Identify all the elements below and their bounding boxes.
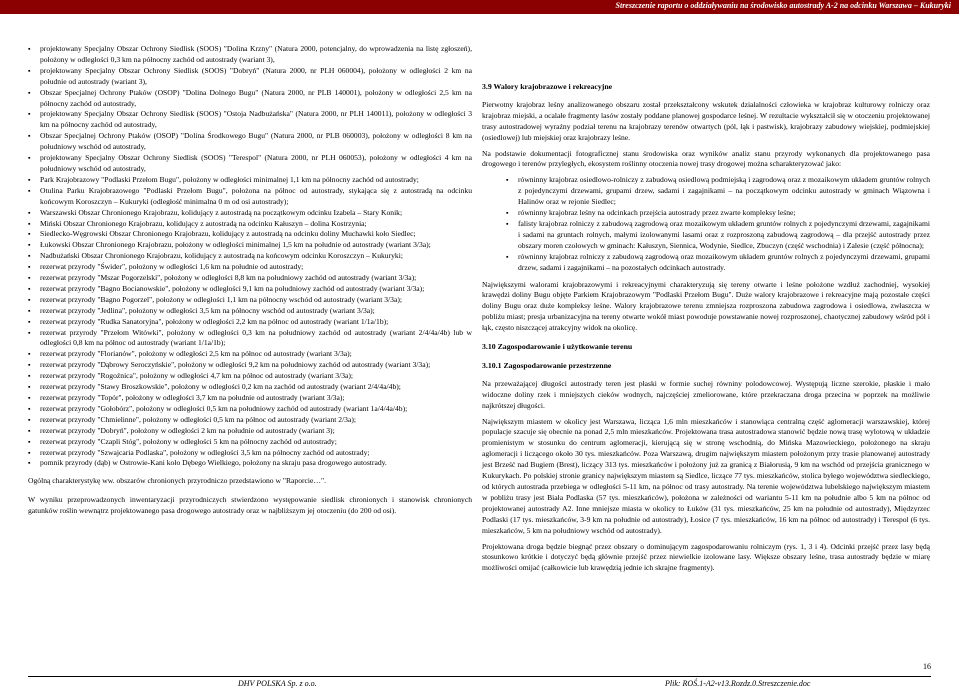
list-item: ▪ Obszar Specjalnej Ochrony Ptaków (OSOP) "Dolina Dolnego Bugu" (Natura 2000, nr PLB 140001), położony w odległości 2,5 km na północny zachód od autostrady, xyxy=(28,88,472,110)
list-item: ▪ rezerwat przyrody "Florianów", położony w odległości 2,5 km na północ od autostrady (wariant 3/3a); xyxy=(28,349,472,360)
list-item: ▪ projektowany Specjalny Obszar Ochrony Siedlisk (SOOS) "Terespol" (Natura 2000, nr PLH 060053), położony w odległości 4 km na południowy wschód od autostrady, xyxy=(28,153,472,175)
list-item: ▪ rezerwat przyrody "Chmielinne", położony w odległości 0,5 km na północ od autostrady (wariant 2/3a); xyxy=(28,415,472,426)
right-para-3: Największymi walorami krajobrazowymi i rekreacyjnymi charakteryzują się tereny otwarte i leśne położone wzdłuż zachodniej, wysokiej krawędzi doliny Bugu objęte Parkiem Krajobrazowym "Podlaski Przełom Bugu". Duże walory krajobrazowe i rekreacyjne mają pozostałe części doliny Bugu oraz duże kompleksy leśne. Walory krajobrazowe terenu zmniejsza rozproszona zabudowa zagrodowa i osiedlowa, zwłaszcza w pobliżu miast; presja urbanizacyjna na tereny otwarte wokół miast powoduje powstawanie nowej rozproszonej, chaotycznej zabudowy wśród pól i łąk, często niszczącej atrakcyjny widok na okolicę. xyxy=(482,279,930,333)
list-item: ▪ projektowany Specjalny Obszar Ochrony Siedlisk (SOOS) "Ostoja Nadbużańska" (Natura 2000, nr PLH 140011), położony w odległości 3 km na północny zachód od autostrady, xyxy=(28,109,472,131)
list-item: ▪ projektowany Specjalny Obszar Ochrony Siedlisk (SOOS) "Dolina Krzny" (Natura 2000, potencjalny, do wprowadzenia na listę zgłoszeń), położony w odległości 0,3 km na północny zachód od autostrady (wariant 3), xyxy=(28,44,472,66)
footer-rule xyxy=(28,676,931,677)
right-para-4: Na przeważającej długości autostrady teren jest płaski w formie suchej równiny polodowcowej. Występują liczne szerokie, płaskie i mało widoczne doliny rzek i mniejszych cieków wodnych, najczęściej zmeliorowane, które przekraczana droga przecina w poprzek na możliwie najkrótszej długości. xyxy=(482,378,930,410)
section-heading-3-10-1: 3.10.1 Zagospodarowanie przestrzenne xyxy=(482,360,612,370)
list-item: ▪ równinny krajobraz rolniczy z zabudową zagrodową oraz mozaikowym układem gruntów rolnych z pojedynczymi drzewami, grupami drzew, sadami i zagajnikami – na pozostałych odcinkach autostrady. xyxy=(506,252,930,274)
right-para-2: Na podstawie dokumentacji fotograficznej stanu środowiska oraz wyników analiz stanu przyrody wykonanych dla projektowanego pasa drogowego i terenów przyległych, ekosystem roślinny otoczenia nowej trasy drogowej można scharakteryzować jako: xyxy=(482,148,930,169)
right-para-6: Projektowana droga będzie biegnąć przez obszary o dominującym zagospodarowaniu rolniczym (rys. 1, 3 i 4). Odcinki przejść przez lasy będą stosunkowo krótkie i dotyczyć będą głównie przejść przez niewielkie izolowane lasy. Większe obszary leśne, trasa autostrady będzie w miarę możliwości omijać (całkowicie lub krawędzią jednie ich skrajne fragmenty). xyxy=(482,541,930,573)
list-item: ▪ rezerwat przyrody "Rogoźnica", położony w odległości 4,7 km na północ od autostrady (wariant 3/3a); xyxy=(28,371,472,382)
list-item: ▪ rezerwat przyrody "Jedlina", położony w odległości 3,5 km na północny wschód od autostrady (wariant 3/3a); xyxy=(28,306,472,317)
list-item: ▪ rezerwat przyrody "Dąbrowy Seroczyńskie", położony w odległości 9,2 km na południowy zachód od autostrady (wariant 3/3a); xyxy=(28,360,472,371)
footer-filename: Plik: ROŚ.1-A2-v13.Rozdz.0.Streszczenie.doc xyxy=(665,679,811,688)
landscape-types-list xyxy=(506,175,930,273)
list-item: ▪ pomnik przyrody (dąb) w Ostrowie-Kani koło Dębego Wielkiego, położony na skraju pasa drogowego autostrady. xyxy=(28,458,472,469)
list-item: ▪ Warszawski Obszar Chronionego Krajobrazu, kolidujący z autostradą na początkowym odcinku Izabela – Stary Konik; xyxy=(28,208,472,219)
list-item: ▪ rezerwat przyrody "Rudka Sanatoryjna", położony w odległości 2,2 km na północ od autostrady (wariant 1/1a/1b); xyxy=(28,317,472,328)
list-item: ▪ rezerwat przyrody "Szwajcaria Podlaska", położony w odległości 3,5 km na północny zachód od autostrady; xyxy=(28,448,472,459)
list-item: ▪ rezerwat przyrody "Przełom Witówki", położony w odległości 0,3 km na południowy zachód od autostrady (wariant 2/4/4a/4b) lub w odległości 0,8 km na północ od autostrady (wariant 1/1a/1b); xyxy=(28,328,472,350)
header-title: Streszczenie raportu o oddziaływaniu na środowisko autostrady A-2 na odcinku Warszawa – Kukuryki xyxy=(615,1,951,10)
list-item: ▪ rezerwat przyrody "Gołobórz", położony w odległości 0,5 km na południowy zachód od autostrady (wariant 1a/4/4a/4b); xyxy=(28,404,472,415)
list-item: ▪ Obszar Specjalnej Ochrony Ptaków (OSOP) "Dolina Środkowego Bugu" (Natura 2000, nr PLB 060003), położony w odległości 8 km na południowy wschód od autostrady, xyxy=(28,131,472,153)
page-header xyxy=(0,0,959,14)
list-item: ▪ Łukowski Obszar Chronionego Krajobrazu, położony w odległości minimalnej 1,5 km na południe od autostrady (wariant 3/3a); xyxy=(28,240,472,251)
list-item: ▪ rezerwat przyrody "Świder", położony w odległości 1,6 km na południe od autostrady; xyxy=(28,262,472,273)
right-column xyxy=(482,82,930,579)
page-footer xyxy=(0,676,959,691)
list-item: ▪ rezerwat przyrody "Stawy Broszkowskie", położony w odległości 0,2 km na zachód od autostrady (wariant 2/4/4a/4b); xyxy=(28,382,472,393)
list-item: ▪ projektowany Specjalny Obszar Ochrony Siedlisk (SOOS) "Dobryń" (Natura 2000, nr PLH 060004), położony w odległości 2 km na południe od autostrady (wariant 3), xyxy=(28,66,472,88)
section-heading-3-10: 3.10 Zagospodarowanie i użytkowanie terenu xyxy=(482,342,633,352)
list-item: ▪ rezerwat przyrody "Czapli Stóg", położony w odległości 5 km na północny zachód od autostrady; xyxy=(28,437,472,448)
protected-areas-list xyxy=(28,44,472,469)
list-item: ▪ rezerwat przyrody "Topór", położony w odległości 3,7 km na południe od autostrady (wariant 3/3a); xyxy=(28,393,472,404)
left-para-1: Ogólną charakterystykę ww. obszarów chronionych przyrodniczo przedstawiono w "Raporcie…". xyxy=(28,476,326,486)
list-item: ▪ falisty krajobraz rolniczy z zabudową zagrodową oraz mozaikowym układem gruntów rolnych z pojedynczymi drzewami, zagajnikami i sadami na gruntach rolnych, małymi izolowanymi lasami oraz z rozproszoną zabudową zagrodową – dla przejść autostrady przez obszary moren czołowych w gminach: Kałuszyn, Siennica, Wodynie, Siedlce, Zbuczyn (część wschodnia) i Zalesie (część północna); xyxy=(506,219,930,252)
right-para-5: Największym miastem w okolicy jest Warszawa, licząca 1,6 mln mieszkańców i stanowiąca centralną część aglomeracji warszawskiej, której populacje szacuje się obecnie na ponad 2,5 mln mieszkańców. Projektowana trasa autostradowa stanowić będzie nową trasę wylotową w układzie promienistym w stosunku do centrum aglomeracji, kierującą się w stronę wschodnią, do Mińska Mazowieckiego, położonego na skraju aglomeracji i liczącego około 30 tys. mieszkańców. Poza Warszawą, drugim największym miastem położonym przy trasie planowanej autostrady jest Brześć nad Bugiem (Brest), liczący 313 tys. mieszkańców i położony już za granicą z Białorusią, 9 km na wschód od przejścia granicznego w Kukurykach. Po polskiej stronie granicy największym miastem są Siedlce, liczące 77 tys. mieszkańców, stolica byłego województwa siedleckiego, od których autostrada przebiega w odległości 5-11 km, na północ od trasy autostrady. Na terenie województwa lubelskiego największym miastem w pobliżu trasy jest Biała Podlaska (57 tys. mieszkańców), położona w zależności od wariantu 5-11 km na południe albo 5 km na północ od projektowanej autostrady A2. Inne mniejsze miasta w okolicy to Łuków (31 tys. mieszkańców, 25 km na południe od autostrady), Międzyrzec Podlaski (17 tys. mieszkańców, 3-9 km na południe od autostrady), Łosice (7 tys. mieszkańców, 16 km na północ od autostrady) i Terespol (6 tys. mieszkańców, 5 km na południowy wschód od autostrady). xyxy=(482,416,930,535)
list-item: ▪ równinny krajobraz leśny na odcinkach przejścia autostrady przez zwarte kompleksy leśne; xyxy=(506,208,930,219)
list-item: ▪ Otulina Parku Krajobrazowego "Podlaski Przełom Bugu", położona na północ od autostrady, stykająca się z autostradą na odcinku końcowym Koroszczyn – Kukuryki (odległość minimalna 0 m od osi autostrady); xyxy=(28,186,472,208)
list-item: ▪ Park Krajobrazowy "Podlaski Przełom Bugu", położony w odległości minimalnej 1,1 km na północny zachód od autostrady; xyxy=(28,175,472,186)
list-item: ▪ Nadbużański Obszar Chronionego Krajobrazu, kolidujący z autostradą na końcowym odcinku Koroszczyn – Kukuryki; xyxy=(28,251,472,262)
section-heading-3-9: 3.9 Walory krajobrazowe i rekreacyjne xyxy=(482,82,613,91)
footer-company: DHV POLSKA Sp. z o.o. xyxy=(238,679,317,688)
list-item: ▪ Siedlecko-Węgrowski Obszar Chronionego Krajobrazu, kolidujący z autostradą na odcinku doliny Muchawki koło Siedlec; xyxy=(28,229,472,240)
list-item: ▪ równinny krajobraz osiedlowo-rolniczy z zabudową osiedlową podmiejską i zagrodową oraz z mozaikowym układem gruntów rolnych z pojedynczymi drzewami, grupami drzew, sadami i zagajnikami – na początkowym odcinku autostrady w gminach Wiązowna i Halinów oraz w rejonie Siedlec; xyxy=(506,175,930,208)
list-item: ▪ rezerwat przyrody "Bagno Bocianowskie", położony w odległości 9,1 km na południowy zachód od autostrady (wariant 3/3a); xyxy=(28,284,472,295)
left-column xyxy=(28,44,472,522)
list-item: ▪ rezerwat przyrody "Mszar Pogorzelski", położony w odległości 8,8 km na południowy zachód od autostrady (wariant 3/3a); xyxy=(28,273,472,284)
right-para-1: Pierwotny krajobraz leśny analizowanego obszaru został przekształcony wskutek działalności człowieka w krajobraz kulturowy rolniczy oraz krajobraz miejski, a ocalałe fragmenty lasów zostały poddane planowej gospodarce leśnej. W rezultacie wykształcił się w otoczeniu projektowanej trasy autostradowej wyraźny podział terenu na krajobrazy terenów otwartych (pól, łąk i pastwisk), krajobrazy zabudowy wiejskiej, podmiejskiej (osiedlowej) lub miejskiej oraz krajobrazy leśne. xyxy=(482,99,930,142)
left-para-2: W wyniku przeprowadzonych inwentaryzacji przyrodniczych stwierdzono występowanie siedlisk chronionych i stanowisk chronionych gatunków roślin wewnątrz projektowanego pasa drogowego autostrady oraz w najbliższym jej otoczeniu (do 200 od osi). xyxy=(28,495,472,516)
page-number: 16 xyxy=(923,662,931,671)
list-item: ▪ rezerwat przyrody "Bagno Pogorzel", położony w odległości 1,1 km na północny wschód od autostrady (wariant 3/3a); xyxy=(28,295,472,306)
list-item: ▪ Miński Obszar Chronionego Krajobrazu, kolidujący z autostradą na odcinku Kałuszyn – dolina Kostrzynia; xyxy=(28,219,472,230)
list-item: ▪ rezerwat przyrody "Dobryń", położony w odległości 2 km na południe od autostrady (wariant 3); xyxy=(28,426,472,437)
